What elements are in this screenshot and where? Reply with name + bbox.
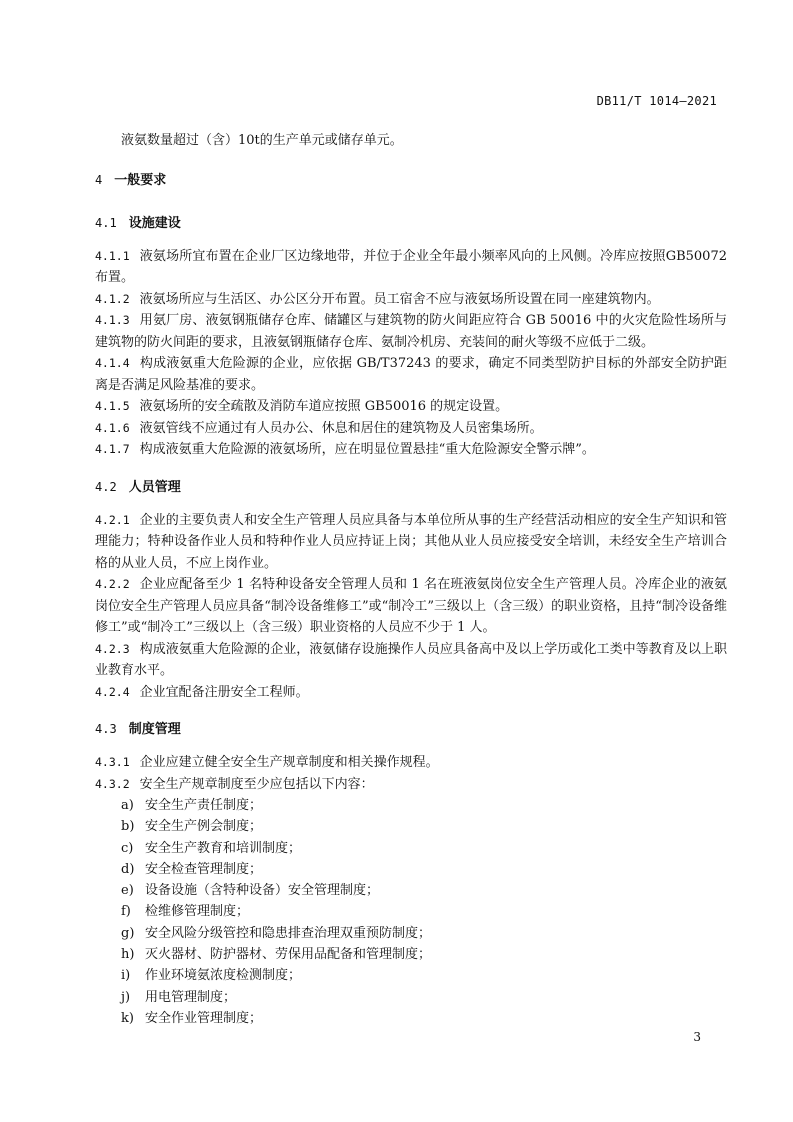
clause-text: 构成液氨重大危险源的企业，液氨储存设施操作人员应具备高中及以上学历或化工类中等教育及以上职业教育水平。 <box>95 641 727 678</box>
clause-text: 企业宜配备注册安全工程师。 <box>139 684 309 700</box>
clause-number: 4.1.2 <box>95 291 130 306</box>
list-item-text: 作业环境氨浓度检测制度； <box>145 968 302 984</box>
page-number: 3 <box>693 1030 701 1044</box>
clause-number: 4.3.2 <box>95 776 130 791</box>
list-item-text: 安全生产例会制度； <box>145 819 263 835</box>
subsection-title: 制度管理 <box>128 722 181 737</box>
list-item-text: 安全风险分级管控和隐患排查治理双重预防制度； <box>145 925 432 941</box>
clause-number: 4.1.7 <box>95 442 130 456</box>
clause-text: 构成液氨重大危险源的液氨场所，应在明显位置悬挂“重大危险源安全警示牌”。 <box>139 442 595 457</box>
subsection-title: 人员管理 <box>128 479 181 495</box>
list-marker: h) <box>121 947 135 963</box>
list-item <box>95 795 727 816</box>
clause-text: 企业的主要负责人和安全生产管理人员应具备与本单位所从事的生产经营活动相应的安全生产知识和管理能力；特种设备作业人员和特种作业人员应持证上岗；其他从业人员应接受安全培训，未经安全生产培训合格的从业人员，不应上岗作业。 <box>95 512 727 571</box>
list-item-text: 安全生产教育和培训制度； <box>145 840 302 856</box>
clause-4-2-2 <box>95 574 727 639</box>
list-marker: b) <box>121 819 135 835</box>
document-body <box>95 130 727 1029</box>
clause-text: 液氨场所宜布置在企业厂区边缘地带，并位于企业全年最小频率风向的上风侧。冷库应按照GB50072 布置。 <box>95 248 727 285</box>
regulation-list <box>95 795 727 1029</box>
clause-text: 液氨管线不应通过有人员办公、休息和居住的建筑物及人员密集场所。 <box>139 420 543 436</box>
list-item-text: 设备设施（含特种设备）安全管理制度； <box>145 883 380 899</box>
clause-4-1-1 <box>95 246 727 289</box>
list-item <box>95 1008 727 1029</box>
section-number: 4 <box>95 172 103 187</box>
list-item <box>95 965 727 986</box>
clause-text: 安全生产规章制度至少应包括以下内容： <box>139 776 374 792</box>
list-item-text: 用电管理制度； <box>145 989 237 1005</box>
subsection-number: 4.1 <box>95 215 117 230</box>
clause-4-2-1 <box>95 510 727 575</box>
list-marker: k) <box>121 1010 134 1026</box>
list-marker: d) <box>121 861 135 877</box>
clause-number: 4.1.3 <box>95 313 130 327</box>
clause-number: 4.1.4 <box>95 356 130 370</box>
subsection-heading-4-1 <box>95 213 727 234</box>
list-item <box>95 923 727 944</box>
list-item-text: 灭火器材、防护器材、劳保用品配备和管理制度； <box>145 947 432 963</box>
list-marker: e) <box>121 883 134 899</box>
subsection-title: 设施建设 <box>128 215 181 231</box>
list-item <box>95 944 727 965</box>
list-item <box>95 859 727 880</box>
clause-text: 液氨场所应与生活区、办公区分开布置。员工宿舍不应与液氨场所设置在同一座建筑物内。 <box>139 291 660 307</box>
clause-text: 用氨厂房、液氨钢瓶储存仓库、储罐区与建筑物的防火间距应符合 GB 50016 中的火灾危险性场所与建筑物的防火间距的要求，且液氨钢瓶储存仓库、氨制冷机房、充装间的耐火等级不应低于二级。 <box>95 313 727 350</box>
list-marker: a) <box>121 798 134 813</box>
intro-paragraph: 液氨数量超过（含）10t的生产单元或储存单元。 <box>121 133 403 148</box>
clause-number: 4.1.6 <box>95 420 130 435</box>
list-marker: g) <box>121 925 135 941</box>
clause-text: 企业应建立健全安全生产规章制度和相关操作规程。 <box>139 755 439 770</box>
clause-4-3-1 <box>95 752 727 774</box>
list-marker: f) <box>121 904 131 920</box>
clause-4-1-5 <box>95 396 727 418</box>
list-marker: j) <box>121 989 131 1005</box>
subsection-heading-4-3 <box>95 719 727 740</box>
clause-4-1-3 <box>95 310 727 353</box>
list-item <box>95 987 727 1008</box>
document-code: DB11/T 1014—2021 <box>596 94 717 108</box>
clause-number: 4.2.4 <box>95 684 130 699</box>
clause-4-1-2 <box>95 289 727 311</box>
list-item <box>95 816 727 837</box>
clause-4-3-2 <box>95 774 727 796</box>
section-title: 一般要求 <box>114 172 167 188</box>
list-item-text: 检维修管理制度； <box>145 904 250 920</box>
clause-4-2-3 <box>95 639 727 682</box>
clause-text: 企业应配备至少 1 名特种设备安全管理人员和 1 名在班液氨岗位安全生产管理人员。冷库企业的液氨岗位安全生产管理人员应具备“制冷设备维修工”或“制冷工”三级以上（含三级）的职业资格，且持“制冷设备维修工”或“制冷工”三级以上（含三级）职业资格的人员应不少于 1 人。 <box>95 577 727 635</box>
list-item-text: 安全生产责任制度； <box>145 798 263 813</box>
clause-number: 4.1.1 <box>95 248 130 263</box>
section-heading-4 <box>95 170 727 191</box>
list-item <box>95 880 727 901</box>
list-item-text: 安全检查管理制度； <box>145 861 263 877</box>
clause-text: 构成液氨重大危险源的企业，应依据 GB/T37243 的要求，确定不同类型防护目标的外部安全防护距离是否满足风险基准的要求。 <box>95 356 727 393</box>
clause-number: 4.2.2 <box>95 577 130 591</box>
clause-4-1-4 <box>95 353 727 396</box>
list-item <box>95 838 727 859</box>
list-marker: c) <box>121 840 134 856</box>
clause-number: 4.2.1 <box>95 512 130 527</box>
list-item-text: 安全作业管理制度； <box>145 1010 263 1026</box>
clause-4-2-4 <box>95 682 727 704</box>
list-item <box>95 901 727 922</box>
clause-text: 液氨场所的安全疏散及消防车道应按照 GB50016 的规定设置。 <box>139 399 509 414</box>
clause-number: 4.1.5 <box>95 399 130 413</box>
clause-number: 4.2.3 <box>95 641 130 656</box>
subsection-number: 4.3 <box>95 722 117 736</box>
subsection-heading-4-2 <box>95 477 727 498</box>
clause-4-1-7 <box>95 439 727 461</box>
list-marker: i) <box>121 968 131 984</box>
clause-number: 4.3.1 <box>95 755 130 769</box>
clause-4-1-6 <box>95 418 727 440</box>
subsection-number: 4.2 <box>95 479 117 494</box>
